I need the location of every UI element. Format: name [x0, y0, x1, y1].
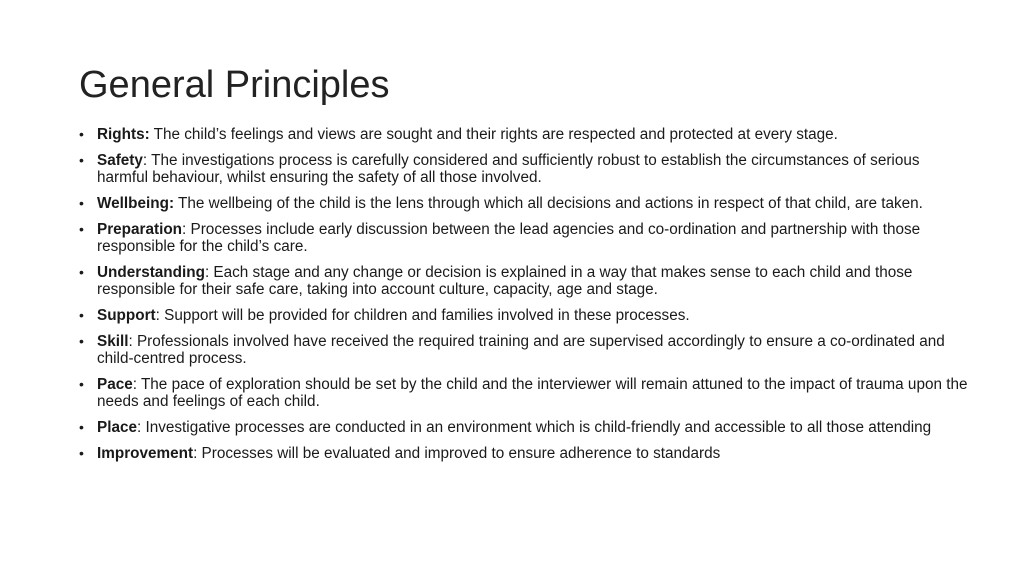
principle-term: Preparation: [97, 221, 183, 238]
slide-title: General Principles: [79, 64, 390, 106]
list-item-pace: [79, 376, 969, 410]
principle-term: Rights:: [97, 126, 150, 143]
bullet-marker: •: [79, 221, 84, 237]
principle-term: Understanding: [97, 264, 205, 281]
principles-list: [79, 126, 969, 471]
principle-term: Pace: [97, 376, 133, 393]
list-item-wellbeing: [79, 195, 969, 212]
bullet-marker: •: [79, 445, 84, 461]
list-item-preparation: [79, 221, 969, 255]
bullet-marker: •: [79, 376, 84, 392]
bullet-marker: •: [79, 333, 84, 349]
principle-text: : Investigative processes are conducted in an environment which is child-friendly and accessible to all those attending: [136, 419, 932, 436]
bullet-marker: •: [79, 152, 84, 168]
principle-term: Skill: [97, 333, 129, 350]
principle-text: : Each stage and any change or decision is explained in a way that makes sense to each child and those responsible for their safe care, taking into account culture, capacity, age and stage.: [97, 264, 913, 298]
principle-term: Improvement: [97, 445, 194, 462]
list-item-support: [79, 307, 969, 324]
list-item-safety: [79, 152, 969, 186]
principle-text: : The pace of exploration should be set by the child and the interviewer will remain attuned to the impact of trauma upon the needs and feelings of each child.: [97, 376, 968, 410]
principle-text: : Support will be provided for children and families involved in these processes.: [155, 307, 690, 324]
principle-term: Safety: [97, 152, 143, 169]
principle-text: : The investigations process is carefully considered and sufficiently robust to establish the circumstances of serious harmful behaviour, whilst ensuring the safety of all those involved.: [97, 152, 920, 186]
bullet-marker: •: [79, 264, 84, 280]
principle-term: Wellbeing:: [97, 195, 175, 212]
principle-term: Place: [97, 419, 137, 436]
principle-text: : Processes will be evaluated and improved to ensure adherence to standards: [193, 445, 721, 462]
principle-term: Support: [97, 307, 156, 324]
bullet-marker: •: [79, 126, 84, 142]
principle-text: : Processes include early discussion between the lead agencies and co-ordination and partnership with those responsible for the child’s care.: [97, 221, 921, 255]
bullet-marker: •: [79, 195, 84, 211]
list-item-place: [79, 419, 969, 436]
list-item-improvement: [79, 445, 969, 462]
list-item-skill: [79, 333, 969, 367]
principle-text: : Professionals involved have received the required training and are supervised accordingly to ensure a co-ordinated and child-centred process.: [97, 333, 945, 367]
principle-text: The wellbeing of the child is the lens through which all decisions and actions in respect of that child, are taken.: [174, 195, 923, 212]
bullet-marker: •: [79, 307, 84, 323]
principle-text: The child’s feelings and views are sought and their rights are respected and protected at every stage.: [149, 126, 838, 143]
bullet-marker: •: [79, 419, 84, 435]
list-item-rights: [79, 126, 969, 143]
list-item-understanding: [79, 264, 969, 298]
